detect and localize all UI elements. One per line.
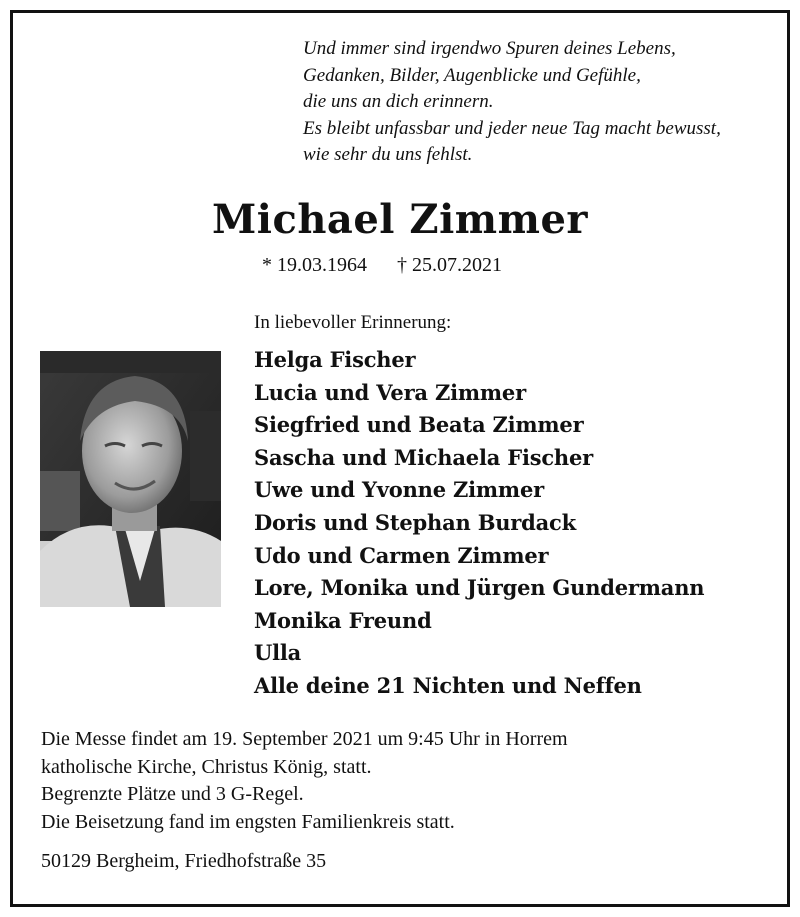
notice-line: katholische Kirche, Christus König, statt. [41, 755, 372, 778]
life-dates [262, 254, 502, 277]
remembrance-intro: In liebevoller Erinnerung: [254, 312, 452, 333]
mourner-name: Monika Freund [254, 607, 432, 633]
poem-line: Und immer sind irgendwo Spuren deines Lebens, [303, 38, 676, 59]
deceased-name: Michael Zimmer [212, 196, 588, 243]
mourner-name: Sascha und Michaela Fischer [254, 444, 594, 470]
notice-line: Die Beisetzung fand im engsten Familienkreis statt. [41, 810, 455, 833]
memorial-poem [303, 36, 773, 169]
mourner-name: Lucia und Vera Zimmer [254, 379, 526, 405]
notice-line: Die Messe findet am 19. September 2021 um 9:45 Uhr in Horrem [41, 728, 568, 750]
mourner-name: Alle deine 21 Nichten und Neffen [254, 672, 642, 698]
mourner-name: Doris und Stephan Burdack [254, 509, 576, 535]
poem-line: die uns an dich erinnern. [303, 91, 494, 112]
mourner-name: Helga Fischer [254, 347, 416, 372]
death-date: † 25.07.2021 [397, 254, 502, 276]
portrait-photo [40, 351, 221, 607]
contact-address: 50129 Bergheim, Friedhofstraße 35 [41, 850, 327, 872]
poem-line: wie sehr du uns fehlst. [303, 144, 473, 165]
mourner-name: Udo und Carmen Zimmer [254, 542, 549, 568]
poem-line: Es bleibt unfassbar und jeder neue Tag macht bewusst, [303, 117, 721, 139]
mourner-name: Lore, Monika und Jürgen Gundermann [254, 575, 705, 601]
birth-date: * 19.03.1964 [262, 254, 367, 276]
poem-line: Gedanken, Bilder, Augenblicke und Gefühle, [303, 64, 641, 86]
service-notice [41, 726, 568, 836]
mourner-name: Ulla [254, 640, 302, 666]
mourner-name: Siegfried und Beata Zimmer [254, 412, 584, 438]
mourner-list [254, 344, 704, 703]
mourner-name: Uwe und Yvonne Zimmer [254, 477, 544, 503]
portrait-image [40, 351, 221, 607]
notice-line: Begrenzte Plätze und 3 G-Regel. [41, 783, 304, 805]
